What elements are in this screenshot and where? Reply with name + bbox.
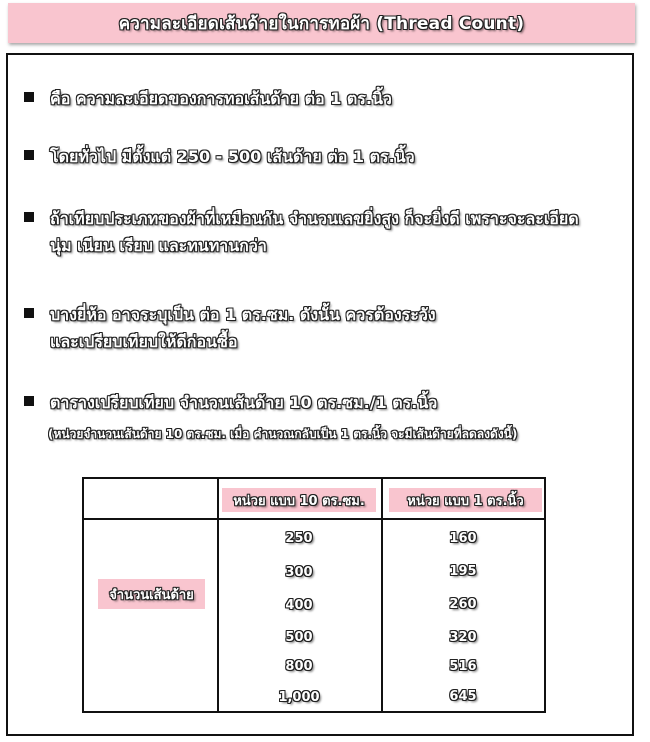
table-cell: 320	[449, 630, 477, 645]
bullet-text: คือ ความละเอียดของการทอเส้นด้าย ต่อ 1 ตร.นิ้ว	[50, 89, 392, 108]
square-bullet-icon	[24, 308, 34, 318]
table-divider	[217, 479, 219, 711]
table-cell: 300	[285, 565, 313, 580]
bullet-text: ตารางเปรียบเทียบ จำนวนเส้นด้าย 10 ตร.ซม./1 ตร.นิ้ว	[50, 393, 438, 412]
bullet-text-block	[50, 205, 579, 259]
row-header-thread-count: จำนวนเส้นด้าย	[98, 579, 205, 609]
title-banner	[8, 3, 635, 43]
content-panel	[6, 53, 634, 736]
bullet-item	[24, 85, 392, 112]
page-title: ความละเอียดเส้นด้ายในการทอผ้า (Thread Count)	[118, 13, 525, 34]
table-cell: 645	[449, 689, 477, 704]
table-cell: 250	[285, 531, 313, 546]
column-header-1sqin: หน่วย แบบ 1 ตร.นิ้ว	[389, 488, 542, 512]
table-cell: 260	[449, 597, 477, 612]
table-cell: 500	[285, 630, 313, 645]
square-bullet-icon	[24, 396, 34, 406]
square-bullet-icon	[24, 92, 34, 102]
table-note: (หน่วยจำนวนเส้นด้าย 10 ตร.ซม. เมื่อ คำนวณกลับเป็น 1 ตร.นิ้ว จะมีเส้นด้ายที่ลดลงดังนี้)	[48, 427, 518, 441]
bullet-item	[24, 143, 415, 170]
bullet-item	[24, 389, 437, 416]
table-divider	[84, 518, 544, 520]
table-cell: 800	[285, 659, 313, 674]
comparison-table	[82, 477, 546, 713]
column-header-10sqcm: หน่วย แบบ 10 ตร.ซม.	[222, 488, 376, 512]
table-cell: 1,000	[278, 690, 320, 705]
bullet-text-line: ถ้าเทียบประเภทของผ้าที่เหมือนกัน จำนวนเลขยิ่งสูง ก็จะยิ่งดี เพราะจะละเอียด	[50, 209, 579, 228]
bullet-text-line: บางยี่ห้อ อาจระบุเป็น ต่อ 1 ตร.ซม. ดังนั้น ควรต้องระวัง	[50, 305, 436, 324]
table-cell: 160	[449, 531, 477, 546]
table-cell: 516	[449, 659, 477, 674]
table-cell: 195	[449, 564, 477, 579]
bullet-item	[24, 301, 436, 355]
bullet-text-line: และเปรียบเทียบให้ดีก่อนซื้อ	[50, 332, 238, 351]
bullet-text: โดยทั่วไป มีตั้งแต่ 250 - 500 เส้นด้าย ต่อ 1 ตร.นิ้ว	[50, 147, 415, 166]
bullet-item	[24, 205, 579, 259]
table-divider	[381, 479, 383, 711]
table-cell: 400	[285, 598, 313, 613]
square-bullet-icon	[24, 150, 34, 160]
bullet-text-block	[50, 301, 436, 355]
bullet-text-line: นุ่ม เนียน เรียบ และทนทานกว่า	[50, 236, 267, 255]
square-bullet-icon	[24, 212, 34, 222]
